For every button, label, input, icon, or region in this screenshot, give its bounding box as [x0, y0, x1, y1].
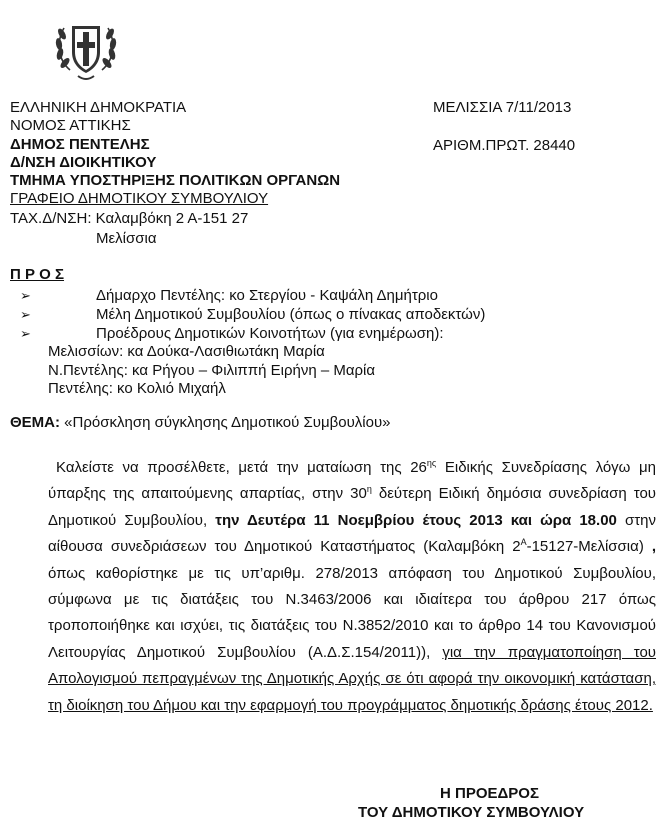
- protocol-number: ΑΡΙΘΜ.ΠΡΩΤ. 28440: [433, 137, 576, 154]
- place-date: ΜΕΛΙΣΣΙΑ 7/11/2013: [433, 99, 572, 116]
- arrow-bullet-icon: ➢: [20, 326, 31, 341]
- recipients-heading: Π Ρ Ο Σ: [10, 266, 65, 283]
- recipient-item: Δήμαρχο Πεντέλης: κο Στεργίου - Καψάλη Δημήτριο: [96, 287, 438, 304]
- header-line-6: ΓΡΑΦΕΙΟ ΔΗΜΟΤΙΚΟΥ ΣΥΜΒΟΥΛΙΟΥ: [10, 190, 269, 207]
- meeting-date-time: την Δευτέρα 11 Νοεμβρίου έτους 2013 και ώρα 18.00: [215, 511, 617, 529]
- signature-subtitle: ΤΟΥ ΔΗΜΟΤΙΚΟΥ ΣΥΜΒΟΥΛΙΟΥ: [358, 804, 585, 821]
- recipient-item: Προέδρους Δημοτικών Κοινοτήτων (για ενημέρωση):: [96, 325, 444, 342]
- subject-label: ΘΕΜΑ:: [10, 414, 60, 431]
- subject-text: «Πρόσκληση σύγκλησης Δημοτικού Συμβουλίου»: [64, 414, 391, 431]
- header-line-3: ΔΗΜΟΣ ΠΕΝΤΕΛΗΣ: [10, 136, 150, 153]
- recipient-sub-item: Ν.Πεντέλης: κα Ρήγου – Φιλιππή Ειρήνη – Μαρία: [48, 362, 376, 379]
- header-line-8: Μελίσσια: [96, 230, 157, 247]
- meeting-agenda: για την πραγματοποίηση του Απολογισμού πεπραγμένων της Δημοτικής Αρχής σε ότι αφορά την οικονομική κατάσταση, τη διοίκηση του Δήμου και την εφαρμογή του προγράμματος δημοτικής δράσης έτους 2012.: [48, 643, 656, 714]
- signature-title: Η ΠΡΟΕΔΡΟΣ: [440, 785, 539, 802]
- arrow-bullet-icon: ➢: [20, 288, 31, 303]
- recipient-sub-item: Μελισσίων: κα Δούκα-Λασιθιωτάκη Μαρία: [48, 343, 325, 360]
- coat-of-arms-emblem: [50, 12, 122, 84]
- subject-line: [10, 414, 391, 432]
- header-line-2: ΝΟΜΟΣ ΑΤΤΙΚΗΣ: [10, 117, 131, 134]
- header-line-5: ΤΜΗΜΑ ΥΠΟΣΤΗΡΙΞΗΣ ΠΟΛΙΤΙΚΩΝ ΟΡΓΑΝΩΝ: [10, 172, 341, 189]
- header-line-1: ΕΛΛΗΝΙΚΗ ΔΗΜΟΚΡΑΤΙΑ: [10, 99, 187, 116]
- arrow-bullet-icon: ➢: [20, 307, 31, 322]
- body-paragraph: Καλείστε να προσέλθετε, μετά την ματαίωση της $26^{\eta\varsigma}$ Ειδικής Συνεδρίασης λόγω μη ύπαρξης της απαιτούμενης απαρτίας, στην $30^\eta$ δεύτερη Ειδική δημόσια συνεδρίαση του Δημοτικού Συμβουλίου, την Δευτέρα 11 Νοεμβρίου έτους 2013 και ώρα 18.00 στην αίθουσα συνεδριάσεων του Δημοτικού Καταστήματος (Καλαμβόκη $2^A-15127-M\varepsilon\lambda ί\sigma\sigma\iota\alpha$) , όπως καθορίστηκε με τις υπ’αριθμ. 278/2013 απόφαση του Δημοτικού Συμβουλίου, σύμφωνα με τις διατάξεις του Ν.3463/2006 και ιδιαίτερα του άρθρου 217 όπως τροποποιήθηκε και ισχύει, τις διατάξεις του Ν.3852/2010 και το άρθρο 14 του Κανονισμού Λειτουργίας Δημοτικού Συμβουλίου (Α.Δ.Σ.154/2011)), για την πραγματοποίηση του Απολογισμού πεπραγμένων της Δημοτικής Αρχής σε ότι αφορά την οικονομική κατάσταση, τη διοίκηση του Δήμου και την εφαρμογή του προγράμματος δημοτικής δράσης έτους 2012.: [48, 458, 657, 714]
- header-line-4: Δ/ΝΣΗ ΔΙΟΙΚΗΤΙΚΟΥ: [10, 154, 157, 171]
- header-line-7: ΤΑΧ.Δ/ΝΣΗ: Καλαμβόκη 2 Α-151 27: [10, 210, 249, 227]
- recipient-sub-item: Πεντέλης: κο Κολιό Μιχαήλ: [48, 380, 226, 397]
- recipient-item: Μέλη Δημοτικού Συμβουλίου (όπως ο πίνακας αποδεκτών): [96, 306, 486, 323]
